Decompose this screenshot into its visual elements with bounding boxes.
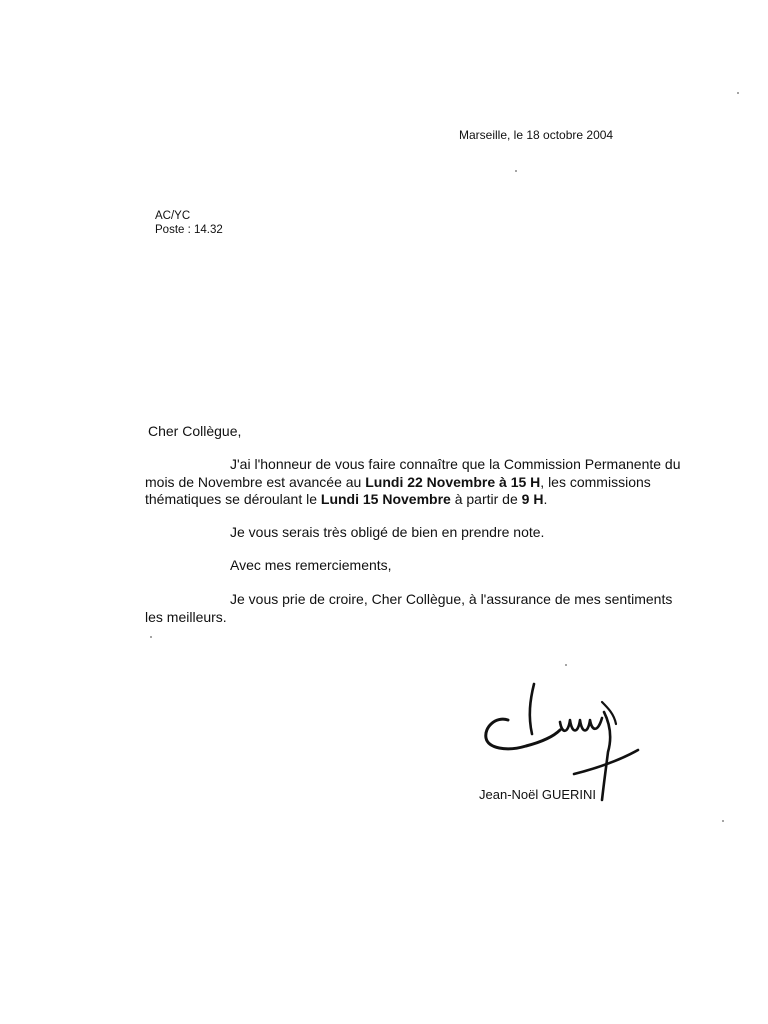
greeting: Cher Collègue, <box>148 423 242 439</box>
scan-speck <box>737 92 739 94</box>
scan-speck <box>722 820 724 822</box>
handwritten-signature <box>478 672 648 802</box>
announcement-text-4: . <box>543 491 548 507</box>
thanks-text: Avec mes remerciements, <box>230 557 392 573</box>
reference-block <box>155 209 223 237</box>
announcement-text-1: J'ai l'honneur de vous faire connaître que la Commission Permanente du mois de Novembre est avancée au <box>145 456 681 490</box>
scan-speck <box>565 664 567 666</box>
paragraph-note <box>145 524 685 542</box>
commission-date-bold: Lundi 15 Novembre <box>320 491 451 507</box>
meeting-date-bold: Lundi 22 Novembre à 15 H <box>365 473 541 490</box>
closing-text: Je vous prie de croire, Cher Collègue, à l'assurance de mes sentiments les meilleurs. <box>145 591 673 625</box>
paragraph-announcement <box>145 456 685 509</box>
paragraph-thanks <box>145 557 685 575</box>
reference-initials: AC/YC <box>155 210 191 222</box>
signer-name: Jean-Noël GUERINI <box>479 787 597 802</box>
note-text: Je vous serais très obligé de bien en prendre note. <box>230 524 545 540</box>
date-line: Marseille, le 18 octobre 2004 <box>459 128 614 142</box>
scan-speck <box>515 170 517 172</box>
commission-time-bold: 9 H <box>521 491 544 507</box>
announcement-text-3: à partir de <box>450 491 522 507</box>
scan-speck <box>150 636 152 638</box>
paragraph-closing <box>145 591 685 626</box>
announcement-text-2: , les commissions thématiques se déroulant le <box>145 473 651 507</box>
reference-extension: Poste : 14.32 <box>155 224 223 236</box>
